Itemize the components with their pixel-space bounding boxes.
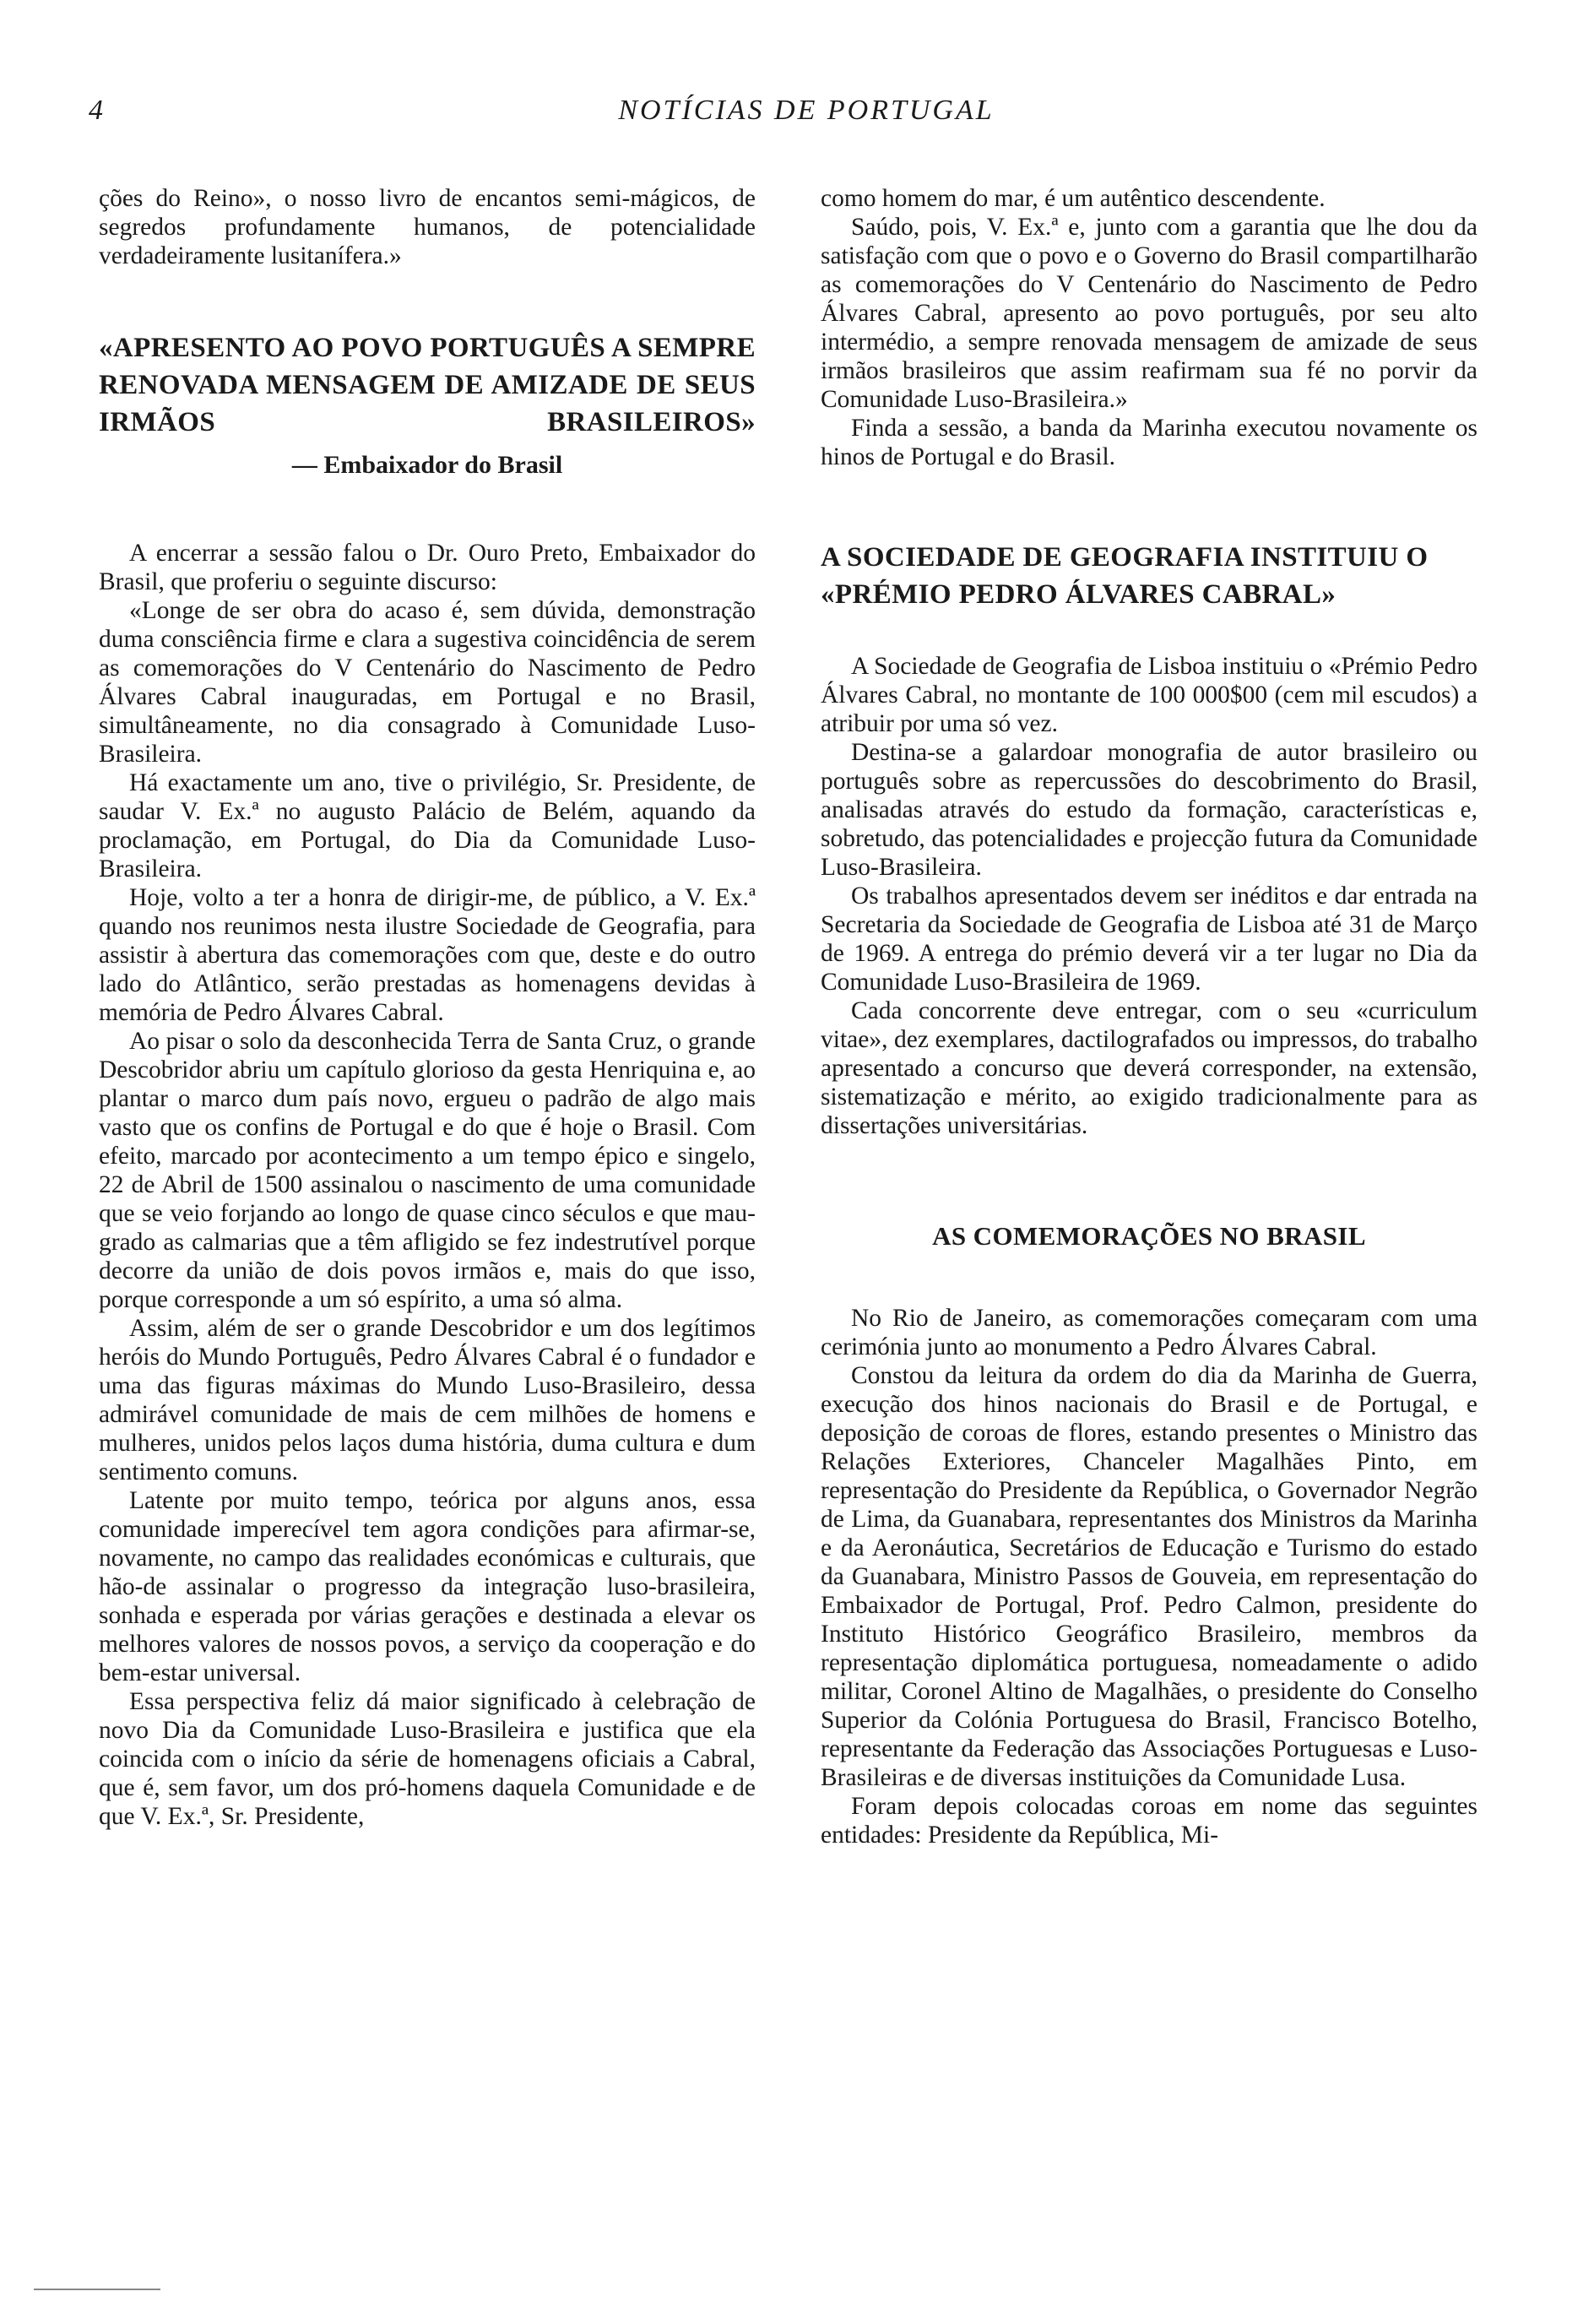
- paragraph: Constou da leitura da ordem do dia da Marinha de Guerra, execução dos hinos nacionais do Brasil e de Portugal, e deposição de coroas de flores, estando presentes o Ministro das Relações Exteriores, Chanceler Magalhães Pinto, em representação do Presidente da República, o Governador Negrão de Lima, da Guanabara, representantes dos Ministros da Marinha e da Aeronáutica, Secretários de Educação e Turismo do estado da Guanabara, Ministro Passos de Gouveia, em representação do Embaixador de Portugal, Prof. Pedro Calmon, presidente do Instituto Histórico Geográfico Brasileiro, membros da representação diplomática portuguesa, nomeadamente o adido militar, Coronel Altino de Magalhães, o presidente do Conselho Superior da Colónia Portuguesa do Brasil, Francisco Botelho, representante da Federação das Associações Portuguesas e Luso-Brasileiras e de diversas instituições da Comunidade Lusa.: [821, 1362, 1477, 1791]
- paragraph: Cada concorrente deve entregar, com o seu «curriculum vitae», dez exemplares, dactilografados ou impressos, do trabalho apresentado a concurso que deverá corresponder, na extensão, sistematização e mérito, ao exigido tradicionalmente para as dissertações universitárias.: [821, 997, 1477, 1139]
- paragraph: Essa perspectiva feliz dá maior significado à celebração de novo Dia da Comunidade Luso-Brasileira e justifica que ela coincida com o início da série de homenagens oficiais a Cabral, que é, sem favor, um dos pró-homens daquela Comunidade e de que V. Ex.ª, Sr. Presidente,: [99, 1688, 756, 1830]
- paragraph: Hoje, volto a ter a honra de dirigir-me, de público, a V. Ex.ª quando nos reunimos nesta ilustre Sociedade de Geografia, para assistir à abertura das comemorações com que, deste e do outro lado do Atlântico, serão prestadas as homenagens devidas à memória de Pedro Álvares Cabral.: [99, 884, 756, 1026]
- opening-paragraph: ções do Reino», o nosso livro de encantos semi-mágicos, de segredos profundamente humanos, de potencialidade verdadeiramente lusitanífera.»: [99, 185, 756, 269]
- paragraph: Finda a sessão, a banda da Marinha executou novamente os hinos de Portugal e do Brasil.: [821, 415, 1477, 470]
- paragraph: como homem do mar, é um autêntico descendente.: [821, 185, 1326, 212]
- byline: — Embaixador do Brasil: [291, 451, 563, 479]
- right-column: [821, 184, 1477, 1849]
- paragraph: No Rio de Janeiro, as comemorações começaram com uma cerimónia junto ao monumento a Pedro Álvares Cabral.: [821, 1305, 1477, 1360]
- paragraph: Ao pisar o solo da desconhecida Terra de Santa Cruz, o grande Descobridor abriu um capítulo glorioso da gesta Henriquina e, ao plantar o marco dum país novo, ergueu o padrão de algo mais vasto que os confins de Portugal e do que é hoje o Brasil. Com efeito, marcado por acontecimento a um tempo épico e singelo, 22 de Abril de 1500 assinalou o nascimento de uma comunidade que se veio forjando ao longo de quase cinco séculos e que mau-grado as calmarias que a têm afligido se fez indestrutível porque decorre da união de dois povos irmãos e, mais do que isso, porque corresponde a um só espírito, a uma só alma.: [99, 1028, 756, 1313]
- paragraph: Latente por muito tempo, teórica por alguns anos, essa comunidade imperecível tem agora condições para afirmar-se, novamente, no campo das realidades económicas e culturais, que hão-de assinalar o progresso da integração luso-brasileira, sonhada e esperada por várias gerações e destinada a elevar os melhores valores de nossos povos, a serviço da cooperação e do bem-estar universal.: [99, 1487, 756, 1686]
- paragraph: Destina-se a galardoar monografia de autor brasileiro ou português sobre as repercussões do descobrimento do Brasil, analisadas através do estudo da formação, características e, sobretudo, das potencialidades e projecção futura da Comunidade Luso-Brasileira.: [821, 739, 1477, 881]
- section-heading-premio: A SOCIEDADE DE GEOGRAFIA INSTITUIU O «PRÉMIO PEDRO ÁLVARES CABRAL»: [821, 542, 1429, 610]
- paragraph: Assim, além de ser o grande Descobridor e um dos legítimos heróis do Mundo Português, Pedro Álvares Cabral é o fundador e uma das figuras máximas do Mundo Luso-Brasileiro, dessa admirável comunidade de mais de cem milhões de homens e mulheres, unidos pelos laços duma história, duma cultura e dum sentimento comuns.: [99, 1315, 756, 1485]
- paragraph: Foram depois colocadas coroas em nome das seguintes entidades: Presidente da República, Mi-: [821, 1793, 1477, 1849]
- section-heading-embaixador: «APRESENTO AO POVO PORTUGUÊS A SEMPRE RENOVADA MENSAGEM DE AMIZADE DE SEUS IRMÃOS BRASILEIROS»: [99, 333, 756, 437]
- paragraph: Os trabalhos apresentados devem ser inéditos e dar entrada na Secretaria da Sociedade de Geografia de Lisboa até 31 de Março de 1969. A entrega do prémio deverá vir a ter lugar no Dia da Comunidade Luso-Brasileira de 1969.: [821, 882, 1477, 996]
- running-title: NOTÍCIAS DE PORTUGAL: [618, 95, 995, 126]
- paragraph: Saúdo, pois, V. Ex.ª e, junto com a garantia que lhe dou da satisfação com que o povo e o Governo do Brasil compartilharão as comemorações do V Centenário do Nascimento de Pedro Álvares Cabral, apresento ao povo português, por seu alto intermédio, a sempre renovada mensagem de amizade de seus irmãos brasileiros que assim reafirmam sua fé no porvir da Comunidade Luso-Brasileira.»: [821, 214, 1477, 413]
- section-heading-comemoracoes: AS COMEMORAÇÕES NO BRASIL: [932, 1221, 1366, 1251]
- footer-rule: [34, 2289, 160, 2290]
- page-number: 4: [89, 95, 103, 126]
- paragraph: A encerrar a sessão falou o Dr. Ouro Preto, Embaixador do Brasil, que proferiu o seguinte discurso:: [99, 540, 756, 595]
- paragraph: «Longe de ser obra do acaso é, sem dúvida, demonstração duma consciência firme e clara a sugestiva coincidência de serem as comemorações do V Centenário do Nascimento de Pedro Álvares Cabral inauguradas, em Portugal e no Brasil, simultâneamente, no dia consagrado à Comunidade Luso-Brasileira.: [99, 597, 756, 768]
- paragraph: Há exactamente um ano, tive o privilégio, Sr. Presidente, de saudar V. Ex.ª no augusto Palácio de Belém, aquando da proclamação, em Portugal, do Dia da Comunidade Luso-Brasileira.: [99, 769, 756, 882]
- page-header: [89, 95, 1524, 137]
- left-column: [99, 184, 756, 1831]
- paragraph: A Sociedade de Geografia de Lisboa instituiu o «Prémio Pedro Álvares Cabral, no montante de 100 000$00 (cem mil escudos) a atribuir por uma só vez.: [821, 653, 1477, 737]
